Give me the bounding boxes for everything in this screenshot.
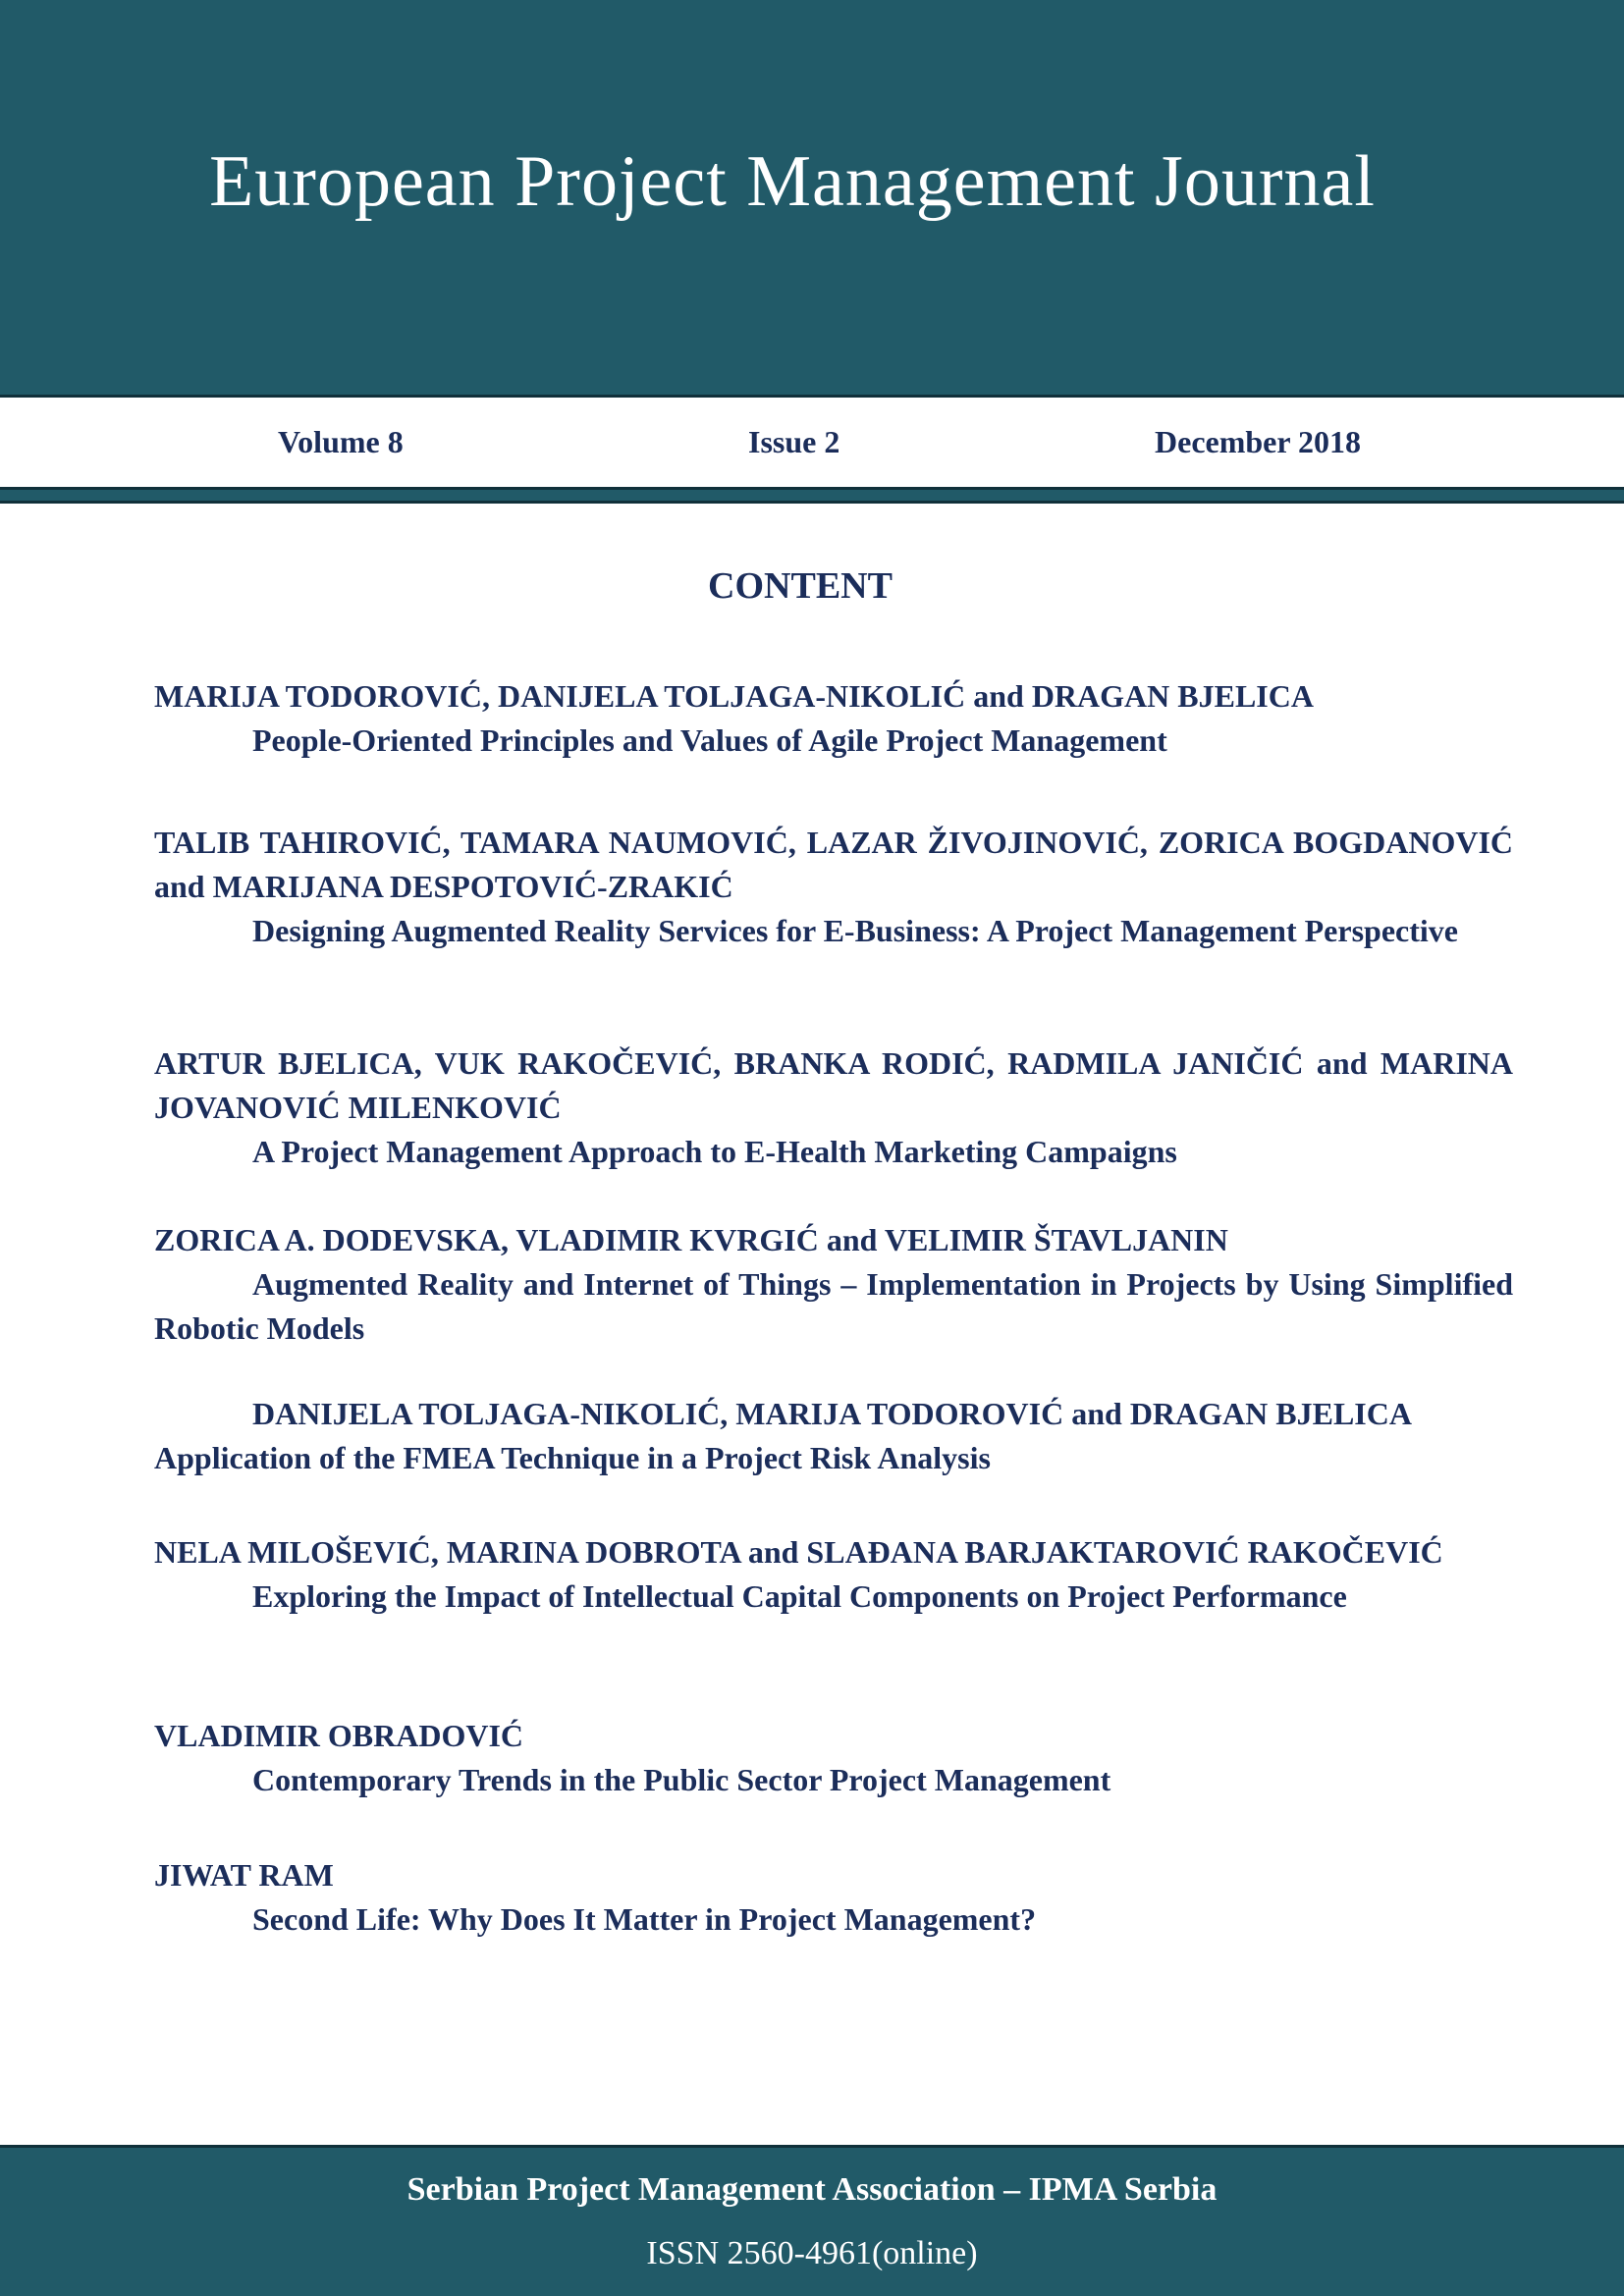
issue-date: December 2018 [1155,424,1361,459]
entry-title: Application of the FMEA Technique in a Project Risk Analysis [154,1440,991,1475]
content-heading: CONTENT [708,565,893,607]
toc-entry [154,1714,1513,1802]
divider-line [0,501,1624,504]
entry-authors: JIWAT RAM [154,1857,334,1893]
entry-title: People-Oriented Principles and Values of Agile Project Management [252,722,1167,758]
toc-entry [154,1853,1513,1942]
toc-entry [154,1041,1513,1174]
entry-title: A Project Management Approach to E-Health Marketing Campaigns [252,1134,1177,1169]
entry-title: Augmented Reality and Internet of Things – Implementation in Projects by Using Simplified Robotic Models [154,1266,1513,1346]
entry-authors: MARIJA TODOROVIĆ, DANIJELA TOLJAGA-NIKOLIĆ and DRAGAN BJELICA [154,678,1314,714]
entry-title: Exploring the Impact of Intellectual Capital Components on Project Performance [252,1578,1347,1614]
entry-authors: ARTUR BJELICA, VUK RAKOČEVIĆ, BRANKA RODIĆ, RADMILA JANIČIĆ and MARINA JOVANOVIĆ MILENKOVIĆ [154,1045,1513,1125]
entry-authors: VLADIMIR OBRADOVIĆ [154,1718,524,1753]
toc-entry [154,1218,1513,1351]
toc-entry [154,674,1513,763]
toc-entry [154,1530,1513,1619]
publisher-name: Serbian Project Management Association – IPMA Serbia [406,2171,1218,2208]
issue-label: Issue 2 [748,424,840,459]
journal-title: European Project Management Journal [209,141,1376,222]
entry-title: Second Life: Why Does It Matter in Project Management? [252,1901,1037,1937]
entry-authors: DANIJELA TOLJAGA-NIKOLIĆ, MARIJA TODOROVIĆ and DRAGAN BJELICA [252,1396,1412,1431]
toc-entry [154,821,1513,953]
entry-authors: ZORICA A. DODEVSKA, VLADIMIR KVRGIĆ and VELIMIR ŠTAVLJANIN [154,1222,1228,1257]
entry-title: Contemporary Trends in the Public Sector Project Management [252,1762,1111,1797]
footer-band [0,2145,1624,2296]
entry-title: Designing Augmented Reality Services for E-Business: A Project Management Perspective [252,913,1458,948]
entry-authors: NELA MILOŠEVIĆ, MARINA DOBROTA and SLAĐANA BARJAKTAROVIĆ RAKOČEVIĆ [154,1534,1443,1570]
divider-band [0,490,1624,501]
volume-label: Volume 8 [278,424,404,459]
entry-authors: TALIB TAHIROVIĆ, TAMARA NAUMOVIĆ, LAZAR ŽIVOJINOVIĆ, ZORICA BOGDANOVIĆ and MARIJANA DESPOTOVIĆ-ZRAKIĆ [154,825,1513,904]
toc-entry [154,1392,1513,1480]
issn-label: ISSN 2560-4961(online) [646,2235,978,2271]
